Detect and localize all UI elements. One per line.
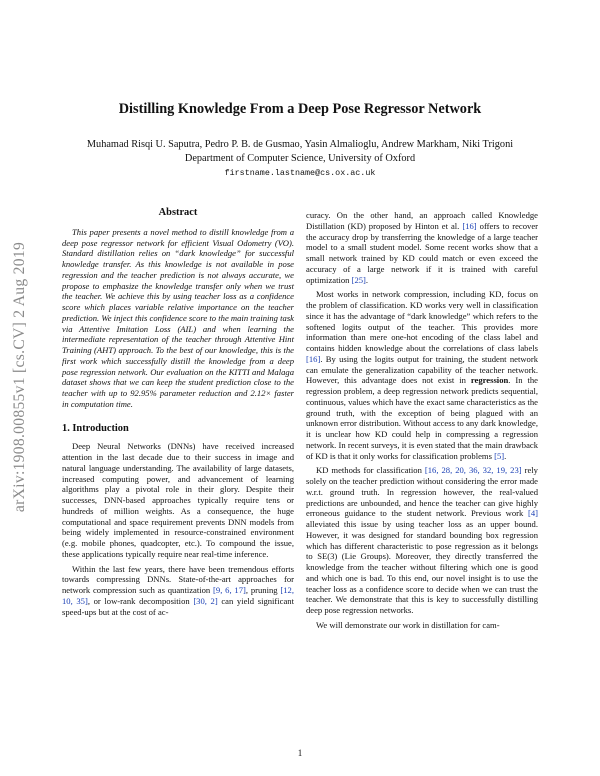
abstract-text: This paper presents a novel method to distill knowledge from a deep pose regressor network for efficient Visual Odometry (VO). Standard distillation relies on “dark knowledge” for successful knowledge transfer. As this knowledge is not available in pose regression and the teacher prediction is not always accurate, we propose to emphasize the knowledge transfer only when we trust the teacher. We achieve this by using teacher loss as a confidence score which places variable relative importance on the teacher prediction. We inject this confidence score to the main training task via Attentive Imitation Loss (AIL) and when learning the intermediate representation of the teacher through Attentive Hint Training (AHT) approach. To the best of our knowledge, this is the first work which successfully distill the knowledge from a deep pose regression network. Our evaluation on the KITTI and Malaga dataset shows that we can keep the student prediction close to the teacher with up to 92.95% parameter reduction and 2.12× faster in computation time.: [62, 226, 294, 409]
abstract-heading: Abstract: [158, 207, 198, 218]
citation-link[interactable]: [9, 6, 17]: [213, 585, 246, 595]
introduction-heading: 1. Introduction: [62, 422, 129, 434]
right-paragraph-2: Most works in network compression, including KD, focus on the problem of classification. KD works very well in classification since it has the advantage of “dark knowledge” which refers to the softened logits output of the teacher. This provides more information than mere one-hot encoding of the class label and contains hidden knowledge about the correlations of class labels [16]. By using the logits output for training, the student network can emulate the generalization capability of the teacher network. However, this advantage does not exist in regression. In the regression problem, a deep regression network predicts sequential, continuous, values which have the exact same characteristics as the ground truth, with the exception of being plagued with an unknown error distribution. Without access to any dark knowledge, it is unclear how KD could help in compressing a regression network. In recent surveys, it is even stated that the main drawback of KD is that it only works for classification problems [5].: [306, 289, 538, 461]
right-paragraph-4: We will demonstrate our work in distillation for cam-: [316, 619, 500, 630]
author-block: [40, 138, 560, 181]
citation-link[interactable]: [30, 2]: [193, 595, 218, 606]
page-number: 1: [297, 748, 303, 758]
emphasis-regression: regression: [470, 375, 509, 386]
right-paragraph-1: curacy. On the other hand, an approach called Knowledge Distillation (KD) proposed by Hinton et al. [16] offers to recover the accuracy drop by transferring the knowledge of a large teacher model to a small student model. Some recent works show that a small network trained by KD could match or even exceed the accuracy of a large network if it is trained with careful optimization [25].: [306, 210, 539, 285]
right-column: [306, 210, 538, 631]
intro-paragraph-1: Deep Neural Networks (DNNs) have received increased attention in the last decade due to their success in image and natural language understanding. The availability of large datasets, increased computing power, and advancement of learning algorithms play a pivotal role in their glory. Despite their successes, DNN-based approaches typically require tens or hundreds of million weights. As a consequence, the huge computational and space requirement prevents DNN models from being widely implemented in resource-constrained environment (e.g. mobile phones, quadcopter, etc.). To compound the issue, these applications typically require near real-time inference.: [62, 441, 294, 559]
intro-paragraph-2: Within the last few years, there have been tremendous efforts towards compressing DNNs. State-of-the-art approaches for network compression such as quantization [9, 6, 17], pruning [12, 10, 35], or low-rank decomposition [30, 2] can yield significant speed-ups but at the cost of ac-: [62, 563, 294, 617]
affiliation: Department of Computer Science, University of Oxford: [184, 152, 416, 164]
author-list: Muhamad Risqi U. Saputra, Pedro P. B. de Gusmao, Yasin Almalioglu, Andrew Markham, Niki Trigoni: [86, 139, 514, 150]
citation-link[interactable]: [12, 10, 35]: [62, 585, 294, 606]
arxiv-identifier: arXiv:1908.00855v1 [cs.CV] 2 Aug 2019: [11, 241, 28, 513]
right-paragraph-3: KD methods for classification [16, 28, 20, 36, 32, 19, 23] rely solely on the teacher prediction without considering the error made w.r.t. ground truth. In regression however, the real-valued predictions are unbounded, and hence the teacher can give highly erroneous guidance to the student network. Previous work [4] alleviated this issue by using teacher loss as an upper bound. However, it was designed for standard bounding box regression which has different characteristic to pose regression as it belongs to SE(3) (Lie Groups). Moreover, they directly transferred the knowledge from the teacher without filtering which one is good and which one is bad. To this end, our novel insight is to use the teacher loss as a confidence score to decide when we can trust the teacher. We demonstrate that this is key to successfully distilling deep pose regression networks.: [306, 465, 538, 615]
citation-link[interactable]: [16]: [306, 353, 321, 364]
citation-link[interactable]: [5]: [494, 450, 505, 461]
citation-link[interactable]: [4]: [527, 508, 538, 519]
left-column: [62, 208, 294, 617]
paper-title: Distilling Knowledge From a Deep Pose Regressor Network: [118, 101, 482, 117]
citation-link[interactable]: [16]: [462, 220, 477, 231]
citation-link[interactable]: [25]: [351, 274, 366, 285]
email: firstname.lastname@cs.ox.ac.uk: [224, 168, 376, 178]
citation-link[interactable]: [16, 28, 20, 36, 32, 19, 23]: [424, 465, 522, 476]
